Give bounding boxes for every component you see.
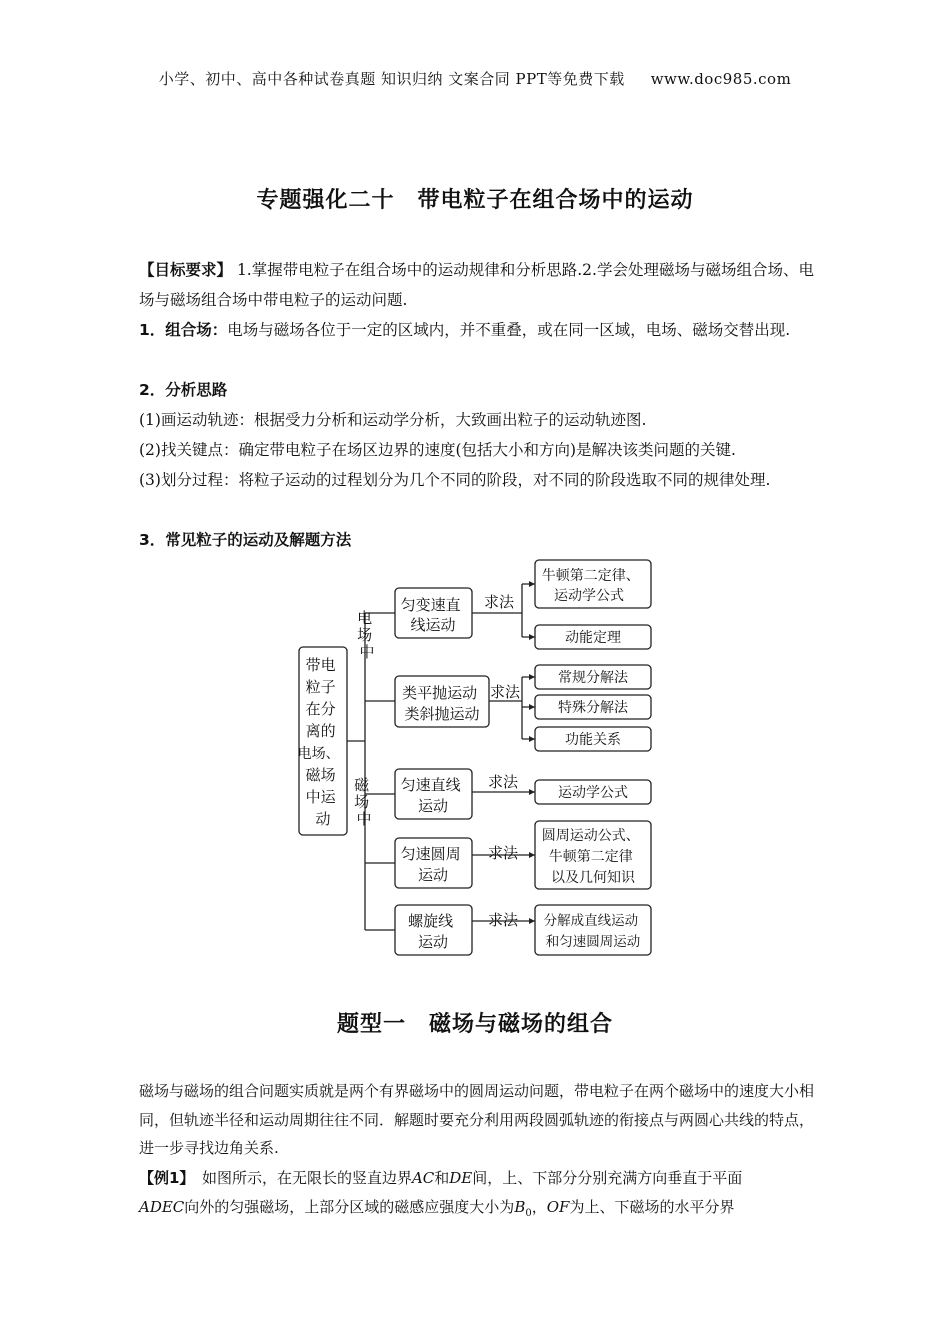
method-label: 求法 [487,773,519,791]
page-header [0,68,950,89]
method-label: 求法 [487,844,519,862]
example-text: 向外的匀强磁场，上部分区域的磁感应强度大小为 [184,1198,515,1216]
symbol: B [514,1198,526,1216]
sub-item-2: (2)找关键点：确定带电粒子在场区边界的速度(包括大小和方向)是解决该类问题的关键. [139,441,736,459]
root-line: 带电 [305,656,336,674]
item-1-text: 电场与磁场各位于一定的区域内，并不重叠，或在同一区域，电场、磁场交替出现. [227,321,791,339]
subscript: 0 [525,1208,532,1219]
root-line: 磁场 [305,766,336,784]
root-box [299,647,347,835]
section-intro: 磁场与磁场的组合问题实质就是两个有界磁场中的圆周运动问题，带电粒子在两个磁场中的速度大小相同，但轨迹半径和运动周期往往不同．解题时要充分利用两段圆弧轨迹的衔接点与两圆心共线的特点，进一步寻找边角关系. [139,1082,815,1157]
root-line: 离的 [305,722,336,740]
e2-r1-text: 常规分解法 [558,670,628,686]
electric-field-label: 电 场 中 [357,609,375,661]
objective-label: 【目标要求】 [139,261,233,279]
method-tree-diagram [292,555,662,960]
e1-r1-text: 牛顿第二定律、 运动学公式 [541,568,640,604]
e1-r2-text: 动能定理 [565,630,621,646]
item-1-label: 1．组合场： [139,321,228,339]
e2-r2-text: 特殊分解法 [558,700,628,716]
symbol: ADEC [139,1198,185,1216]
e2-r3-text: 功能关系 [565,732,621,748]
root-line: 粒子 [305,678,336,696]
objective-paragraph [139,255,814,315]
m2-r-text: 圆周运动公式、 牛顿第二定律 以及几何知识 [541,828,640,886]
symbol: OF [546,1198,570,1216]
item-2-heading: 2．分析思路 [139,381,228,399]
header-url[interactable]: www.doc985.com [650,70,792,88]
sub-item-3: (3)划分过程：将粒子运动的过程划分为几个不同的阶段，对不同的阶段选取不同的规律处理. [139,471,771,489]
root-text [298,656,345,828]
example-text: 间，上、下部分分别充满方向垂直于平面 [472,1169,743,1187]
e1-text: 匀变速直 线运动 [400,596,461,634]
example-text: ， [531,1198,547,1216]
method-label: 求法 [489,683,521,701]
e2-text: 类平抛运动 类斜抛运动 [402,684,480,723]
root-line: 在分 [305,700,336,718]
section-title: 题型一 磁场与磁场的组合 [336,1012,613,1037]
m1-text: 匀速直线 运动 [400,776,461,815]
root-line: 中运 [305,788,336,806]
m3-text: 螺旋线 运动 [408,912,454,951]
symbol: DE [449,1169,473,1187]
header-text: 小学、初中、高中各种试卷真题 知识归纳 文案合同 PPT等免费下载 [158,70,625,88]
sub-item-1: (1)画运动轨迹：根据受力分析和运动学分析，大致画出粒子的运动轨迹图. [139,411,647,429]
magnetic-field-label: 磁 场 中 [354,776,372,828]
page-title: 专题强化二十 带电粒子在组合场中的运动 [256,188,694,213]
example-text: 如图所示，在无限长的竖直边界 [186,1169,412,1187]
root-line: 电场、 [297,746,340,762]
item-1 [139,315,814,345]
m3-r-text: 分解成直线运动 和匀速圆周运动 [543,913,641,950]
example-text: 为上、下磁场的水平分界 [569,1198,735,1216]
symbol: AC [411,1169,435,1187]
root-line: 动 [315,810,331,828]
item-3-heading: 3．常见粒子的运动及解题方法 [139,531,352,549]
m1-r-text: 运动学公式 [558,785,628,801]
example-line-2 [139,1193,814,1229]
m2-text: 匀速圆周 运动 [400,845,461,884]
example-line-1 [139,1164,814,1193]
method-label: 求法 [483,593,515,611]
example-label: 【例1】 [139,1169,187,1187]
objective-text: 1.掌握带电粒子在组合场中的运动规律和分析思路.2.学会处理磁场与磁场组合场、电场与磁场组合场中带电粒子的运动问题. [139,261,814,309]
method-label: 求法 [487,911,519,929]
example-text: 和 [434,1169,450,1187]
